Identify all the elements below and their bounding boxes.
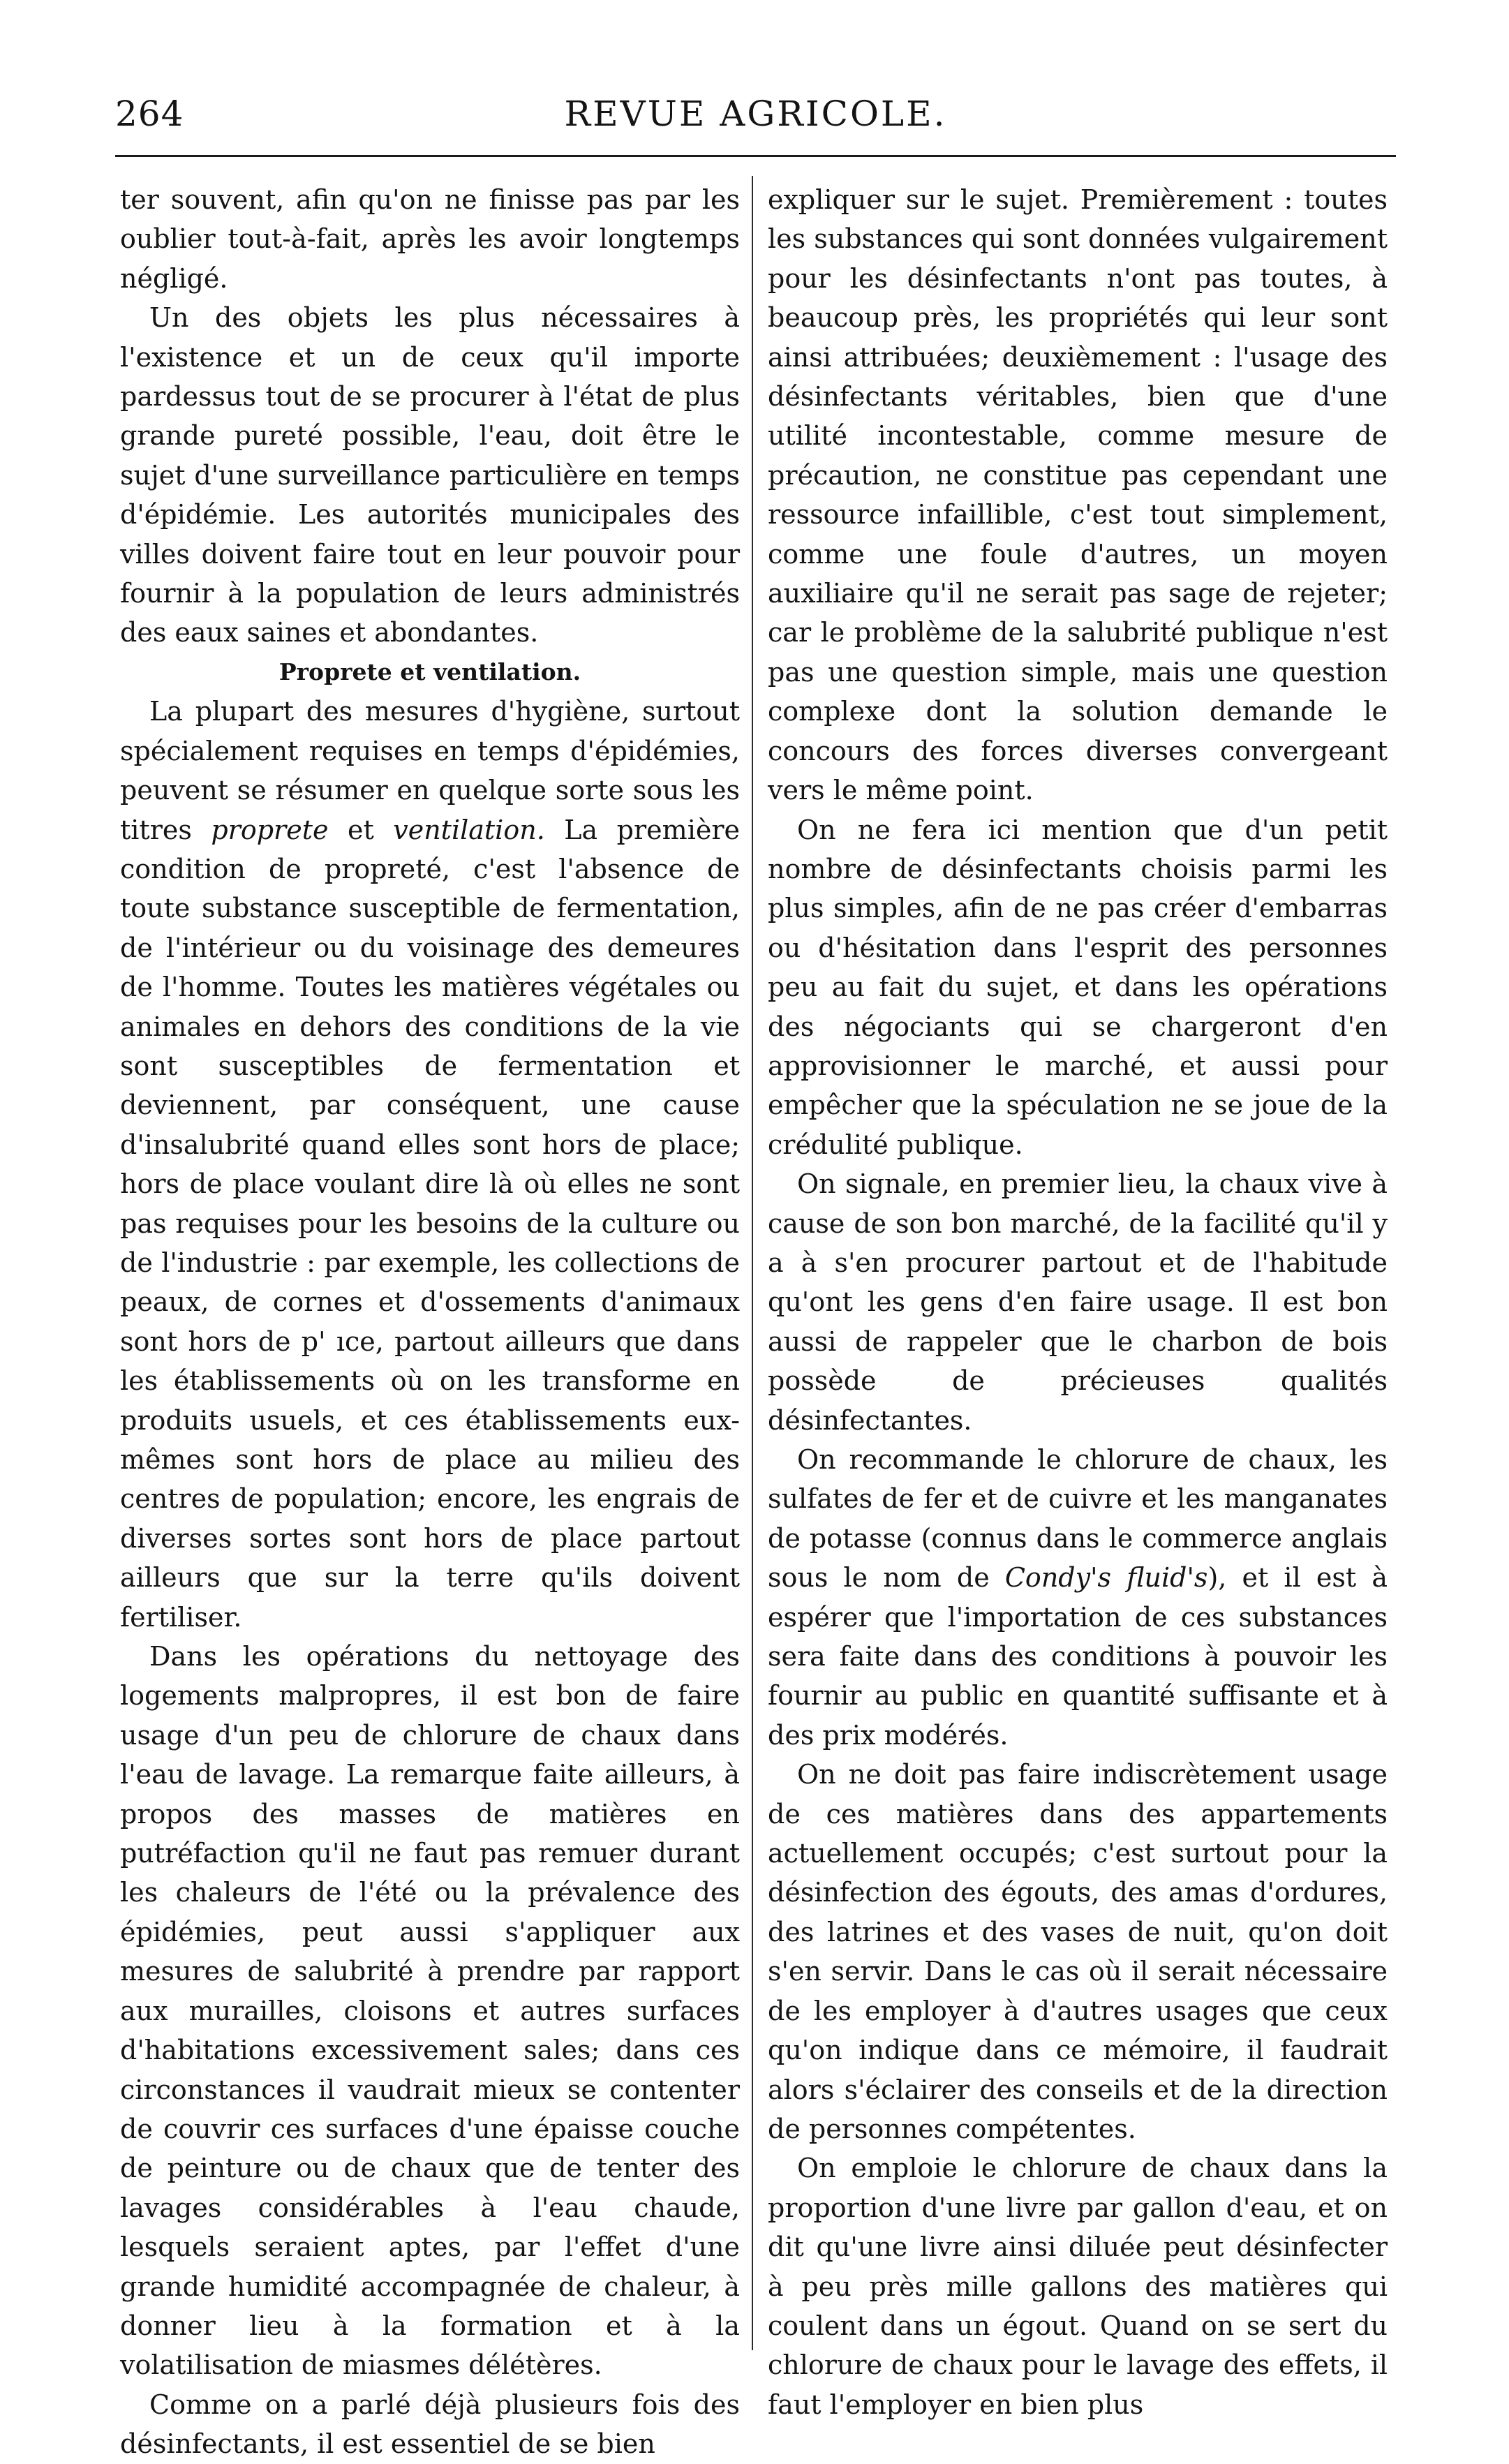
right-paragraph-2: On ne fera ici mention que d'un petit nombre de désinfectants choisis parmi les plus simples, afin de ne pas créer d'embarras ou d'hésitation dans l'esprit des personnes peu au fait du sujet, et dans les opérations des négociants qui se chargeront d'en approvisionner le marché, et aussi pour empêcher que la spéculation ne se joue de la crédulité publique. [768,814,1388,1160]
left-paragraph-1: ter souvent, afin qu'on ne finisse pas par les oublier tout-à-fait, après les avoir longtemps négligé. [120,184,740,294]
left-paragraph-3-rest: La première condition de propreté, c'est l'absence de toute substance susceptible de fermentation, de l'intérieur ou du voisinage des demeures de l'homme. Toutes les matières végétales ou animales en dehors des conditions de la vie sont susceptibles de fermentation et deviennent, par conséquent, une cause d'insalubrité quand elles sont hors de place; hors de place voulant dire là où elles ne sont pas requises pour les besoins de la culture ou de l'industrie : par exemple, les collections de peaux, de cornes et d'ossements d'animaux sont hors de p' ıce, partout ailleurs que dans les établissements où on les transforme en produits usuels, et ces établissements eux-mêmes sont hors de place au milieu des centres de population; encore, les engrais de diverses sortes sont hors de place partout ailleurs que sur la terre qu'ils doivent fertiliser. [120,814,740,1633]
page-header [115,89,1396,138]
left-paragraph-4: Dans les opérations du nettoyage des logements malpropres, il est bon de faire usage d'un peu de chlorure de chaux dans l'eau de lavage. La remarque faite ailleurs, à propos des masses de matières en putréfaction qu'il ne faut pas remuer durant les chaleurs de l'été ou la prévalence des épidémies, peut aussi s'appliquer aux mesures de salubrité à prendre par rapport aux murailles, cloisons et autres surfaces d'habitations excessivement sales; dans ces circonstances il vaudrait mieux se contenter de couvrir ces surfaces d'une épaisse couche de peinture ou de chaux que de tenter des lavages considérables à l'eau chaude, lesquels seraient aptes, par l'effet d'une grande humidité accompagnée de chaleur, à donner lieu à la formation et à la volatilisation de miasmes délétères. [120,1641,740,2381]
running-title: REVUE AGRICOLE. [564,94,947,134]
header-rule [115,155,1396,157]
left-paragraph-3-start: La plupart des mesures d'hygiène, surtout spécialement requises en temps d'épidémies, peuvent se résumer en quelque sorte sous les titres [120,696,740,845]
right-paragraph-1: expliquer sur le sujet. Premièrement : toutes les substances qui sont données vulgairement pour les désinfectants n'ont pas toutes, à beaucoup près, les propriétés qui leur sont ainsi attribuées; deuxièmement : l'usage des désinfectants véritables, bien que d'une utilité incontestable, comme mesure de précaution, ne constitue pas cependant une ressource infaillible, c'est tout simplement, comme une foule d'autres, un moyen auxiliaire qu'il ne serait pas sage de rejeter; car le problème de la salubrité publique n'est pas une question simple, mais une question complexe dont la solution demande le concours des forces diverses convergeant vers le même point. [768,184,1388,806]
right-paragraph-4 [768,1440,1388,1755]
right-paragraph-6: On emploie le chlorure de chaux dans la proportion d'une livre par gallon d'eau, et on dit qu'une livre ainsi diluée peut désinfecter à peu près mille gallons des matières qui coulent dans un égout. Quand on se sert du chlorure de chaux pour le lavage des effets, il faut l'employer en bien plus [768,2153,1388,2420]
italic-term-proprete: proprete [211,814,329,845]
right-column [768,180,1388,2424]
right-paragraph-5: On ne doit pas faire indiscrètement usage de ces matières dans des appartements actuellement occupés; c'est surtout pour la désinfection des égouts, des amas d'ordures, des latrines et des vases de nuit, qu'on doit s'en servir. Dans le cas où il serait nécessaire de les employer à d'autres usages que ceux qu'on indique dans ce mémoire, il faudrait alors s'éclairer des conseils et de la direction de personnes compétentes. [768,1759,1388,2144]
column-divider [752,176,753,2350]
left-column [120,180,740,2464]
right-paragraph-4-start: On recommande le chlorure de chaux, les sulfates de fer et de cuivre et les manganates de potasse (connus dans le commerce anglais sous le nom de [768,1444,1388,1594]
right-paragraph-3: On signale, en premier lieu, la chaux vive à cause de son bon marché, de la facilité qu'il y a à s'en procurer partout et de l'habitude qu'ont les gens d'en faire usage. Il est bon aussi de rappeler que le charbon de bois possède de précieuses qualités désinfectantes. [768,1168,1388,1436]
left-paragraph-5: Comme on a parlé déjà plusieurs fois des désinfectants, il est essentiel de se bien [120,2389,740,2460]
italic-term-condys-fluid: Condy's fluid's [1004,1562,1208,1594]
right-paragraph-4-rest: ), et il est à espérer que l'importation de ces substances sera faite dans des conditions à pouvoir les fournir au public en quantité suffisante et à des prix modérés. [768,1562,1388,1751]
page-number: 264 [115,94,184,134]
section-subheading: Proprete et ventilation. [278,658,581,685]
left-paragraph-3-conjunction: et [328,814,394,845]
left-paragraph-3 [120,692,740,1637]
left-paragraph-2: Un des objets les plus nécessaires à l'existence et un de ceux qu'il importe pardessus tout de se procurer à l'état de plus grande pureté possible, l'eau, doit être le sujet d'une surveillance particulière en temps d'épidémie. Les autorités municipales des villes doivent faire tout en leur pouvoir pour fournir à la population de leurs administrés des eaux saines et abondantes. [120,302,740,648]
italic-term-ventilation: ventilation. [393,814,545,845]
